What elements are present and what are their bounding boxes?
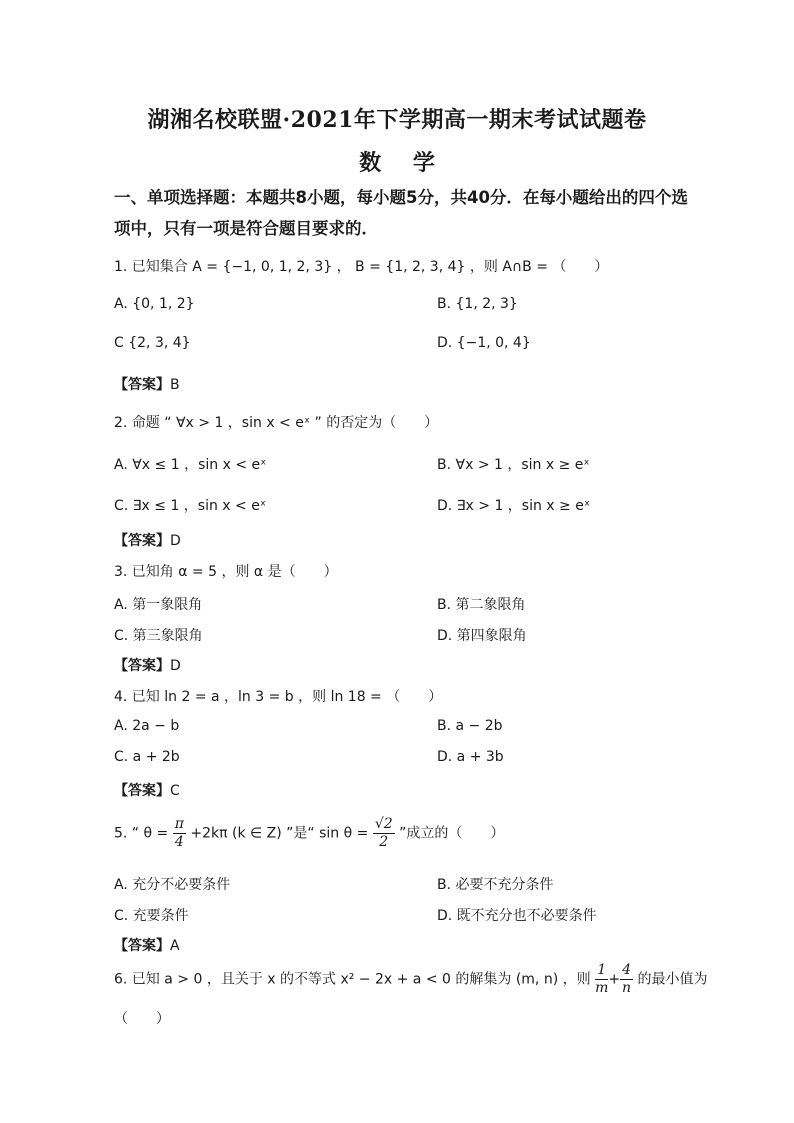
answer-value: D [170,658,181,674]
question-2-option-c: C. ∃x ≤ 1 ，sin x < eˣ [114,498,267,514]
answer-value: B [170,377,180,393]
question-3-option-a: A. 第一象限角 [114,597,203,613]
question-4-option-b: B. a − 2b [437,718,503,734]
question-5-option-a: A. 充分不必要条件 [114,877,231,893]
fraction-numerator: 4 [622,962,632,978]
answer-label: 【答案】 [114,783,170,799]
answer-value: A [170,938,180,954]
fraction-numerator: π [174,816,184,832]
question-4-option-d: D. a + 3b [437,749,504,765]
question-4-option-a: A. 2a − b [114,718,180,734]
fraction-denominator: 2 [379,834,389,850]
fraction-numerator: √2 [374,816,393,832]
plus-sign: + [608,971,621,988]
exam-subject: 数 学 [359,150,447,176]
stem-text: +2kπ (k ∈ Z) ”是“ sin θ = [190,825,369,842]
stem-text: 5. “ θ = [114,825,169,842]
question-3-option-d: D. 第四象限角 [437,628,527,644]
question-4-stem: 4. 已知 ln 2 = a ，ln 3 = b ，则 ln 18 = （ ） [114,689,443,705]
question-2-stem: 2. 命题 “ ∀x > 1 ，sin x < eˣ ” 的否定为（ ） [114,415,439,431]
answer-value: D [170,533,181,549]
fraction-pi-over-4 [173,816,186,851]
question-5-answer [114,935,180,955]
question-2-option-d: D. ∃x > 1 ，sin x ≥ eˣ [437,498,591,514]
fraction-4-over-n [620,962,633,997]
question-2-option-a: A. ∀x ≤ 1 ，sin x < eˣ [114,457,267,473]
question-3-stem: 3. 已知角 α = 5 ，则 α 是（ ） [114,564,338,580]
question-1-option-c: C {2, 3, 4} [114,335,191,351]
answer-value: C [170,783,180,799]
answer-label: 【答案】 [114,938,170,954]
question-5-option-c: C. 充要条件 [114,908,189,924]
stem-text: ”成立的（ ） [399,825,505,842]
question-5-option-d: D. 既不充分也不必要条件 [437,908,597,924]
question-1-option-a: A. {0, 1, 2} [114,296,195,312]
question-4-answer [114,780,180,800]
question-1-answer [114,374,180,394]
question-1-option-b: B. {1, 2, 3} [437,296,518,312]
fraction-root2-over-2 [373,816,395,851]
question-4-option-c: C. a + 2b [114,749,180,765]
fraction-denominator: 4 [174,834,184,850]
stem-text: 的最小值为 [637,971,708,988]
exam-title: 湖湘名校联盟·2021年下学期高一期末考试试题卷 [147,107,647,133]
question-6-stem [114,962,707,997]
question-3-option-b: B. 第二象限角 [437,597,526,613]
answer-label: 【答案】 [114,533,170,549]
section-heading: 一、单项选择题：本题共8小题，每小题5分，共40分．在每小题给出的四个选项中，只有一项是符合题目要求的． [114,188,688,238]
question-2-option-b: B. ∀x > 1 ，sin x ≥ eˣ [437,457,590,473]
question-6-stem-line2: （ ） [114,1011,170,1027]
fraction-1-over-m [595,962,608,997]
stem-text: 6. 已知 a > 0 ，且关于 x 的不等式 x² − 2x + a < 0 的解集为 (m, n) ，则 [114,971,591,988]
question-1-stem: 1. 已知集合 A = {−1, 0, 1, 2, 3} ， B = {1, 2, 3, 4} ，则 A∩B = （ ） [114,259,609,275]
question-5-stem [114,816,504,851]
answer-label: 【答案】 [114,658,170,674]
question-5-option-b: B. 必要不充分条件 [437,877,554,893]
fraction-numerator: 1 [595,962,608,980]
fraction-denominator: m [595,980,609,996]
question-3-answer [114,655,181,675]
question-2-answer [114,530,181,550]
fraction-denominator: n [622,980,632,996]
question-3-option-c: C. 第三象限角 [114,628,203,644]
answer-label: 【答案】 [114,377,170,393]
question-1-option-d: D. {−1, 0, 4} [437,335,531,351]
